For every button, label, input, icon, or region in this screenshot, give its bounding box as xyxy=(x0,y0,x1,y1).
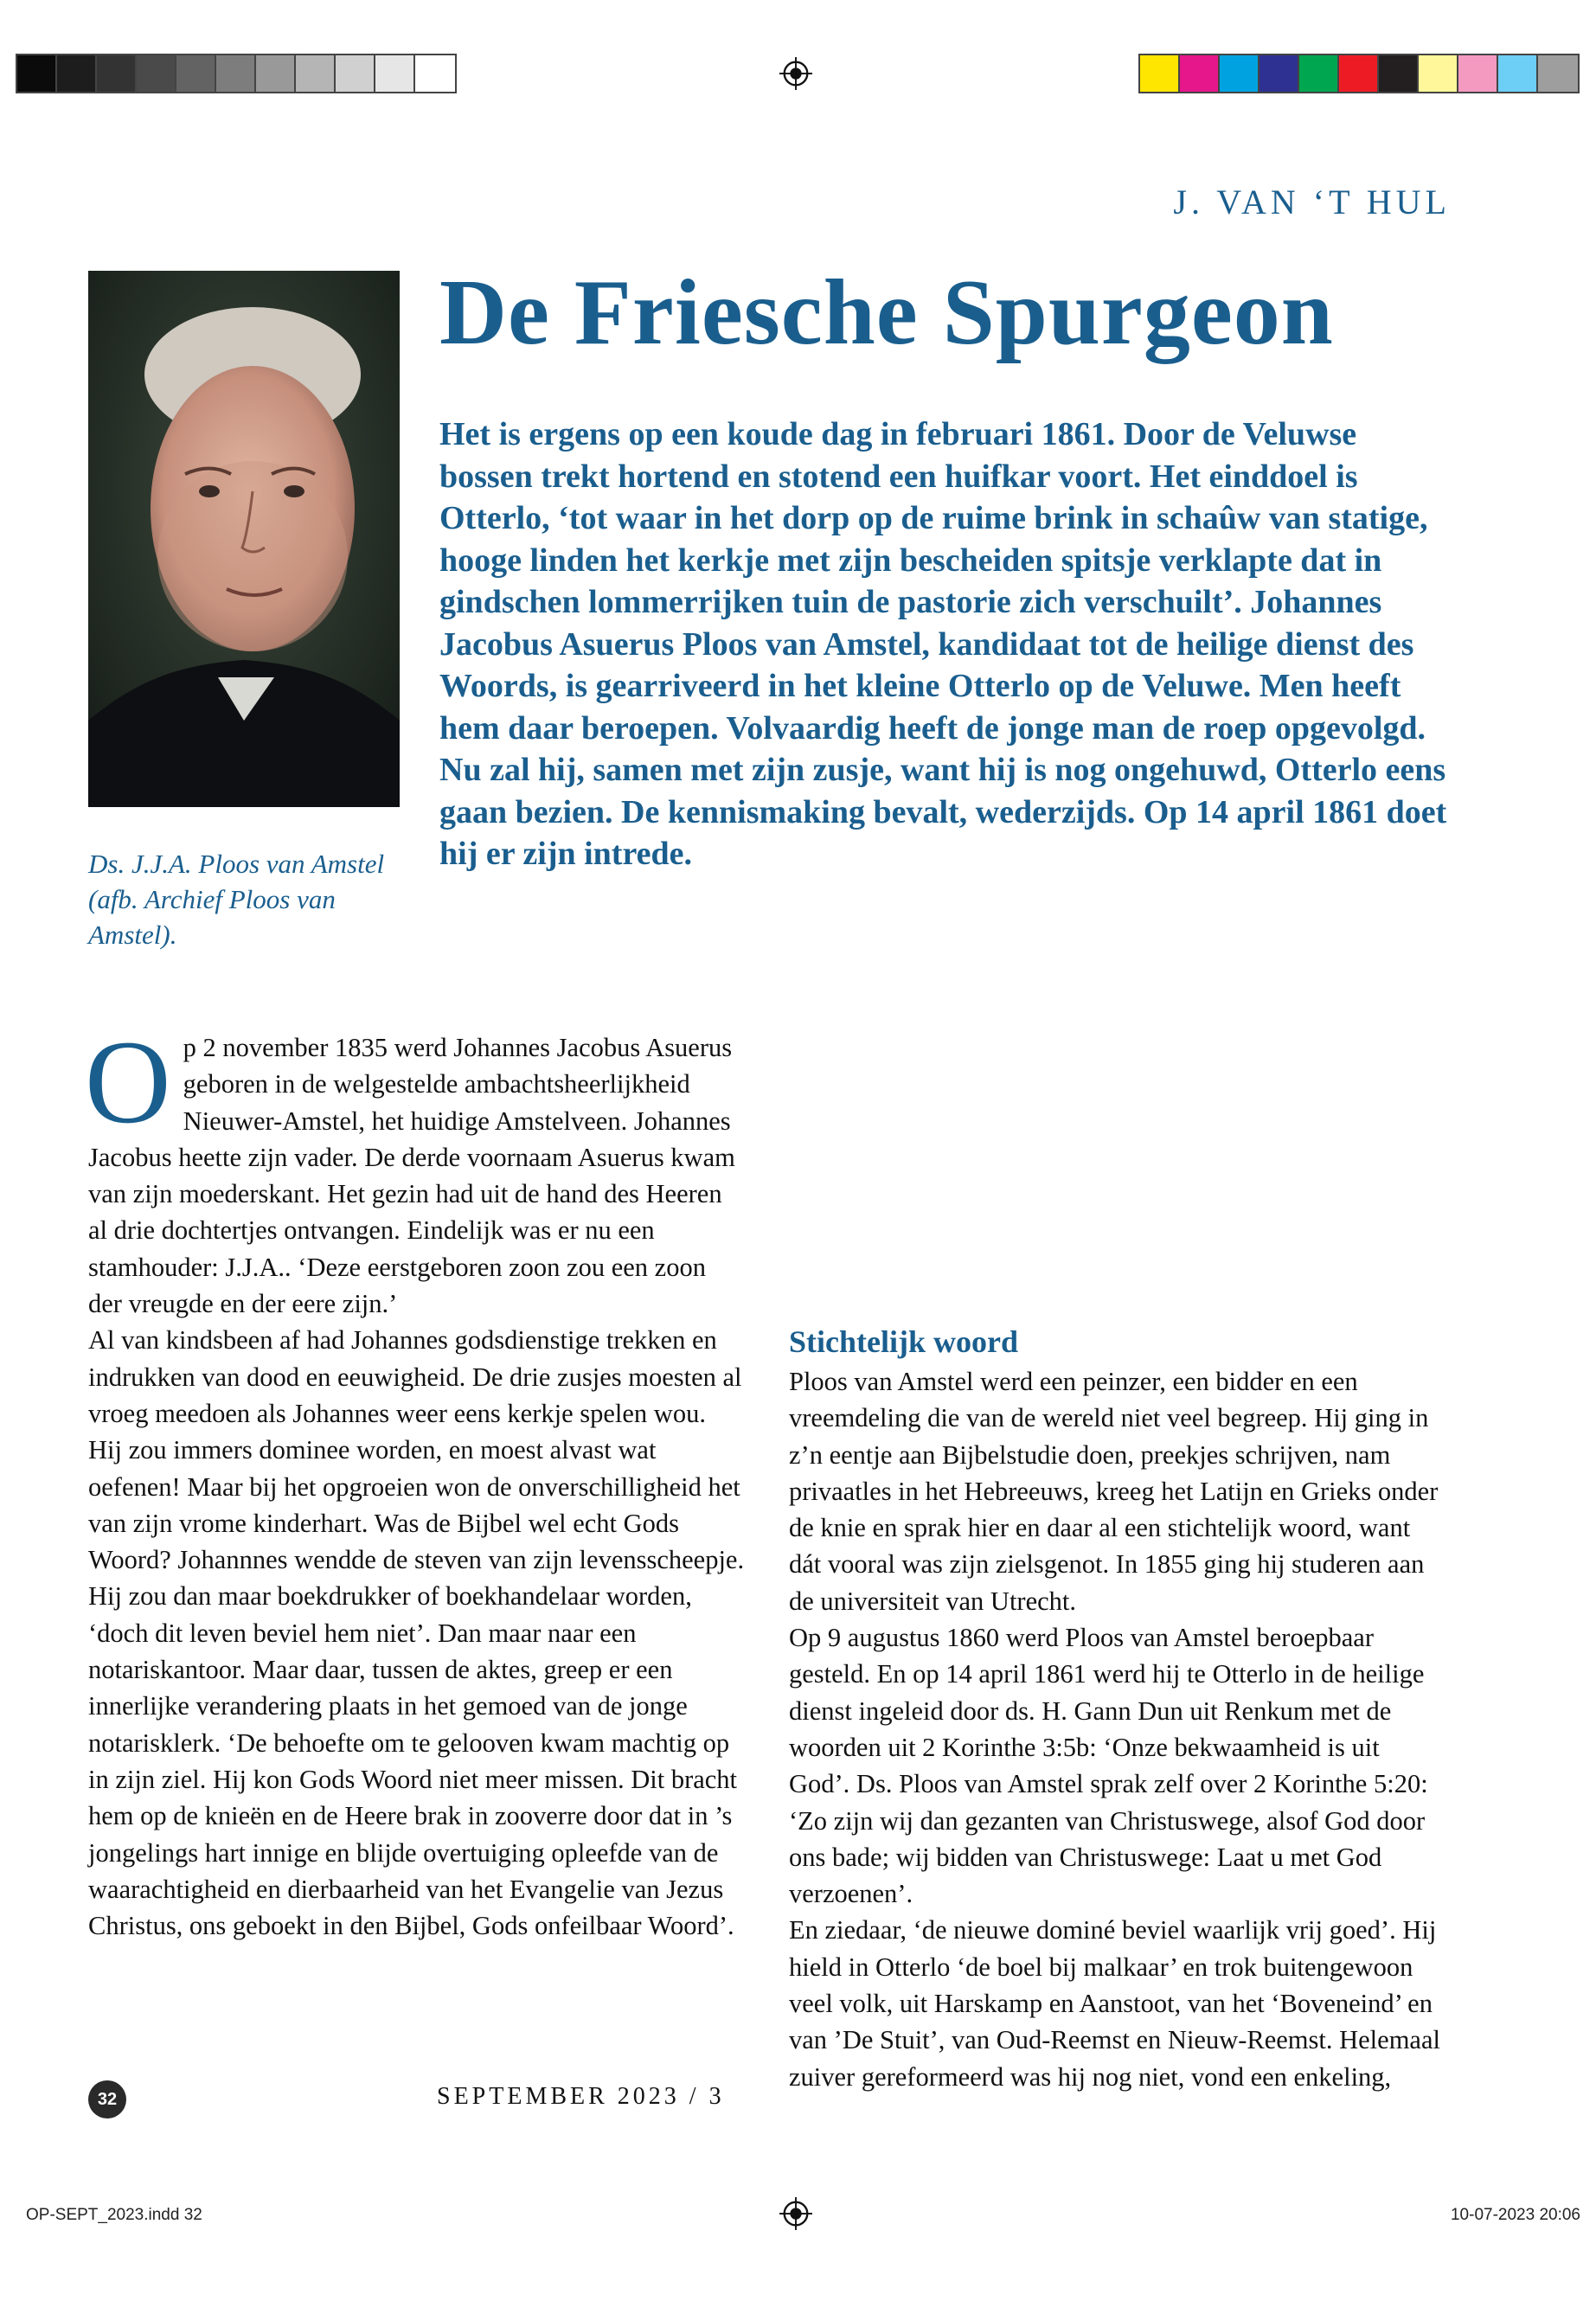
gray-swatch xyxy=(137,55,176,92)
color-swatch xyxy=(1180,55,1220,92)
article-column-right xyxy=(789,1320,1446,2095)
slug-timestamp: 10-07-2023 20:06 xyxy=(1450,2206,1580,2224)
article-title: De Friesche Spurgeon xyxy=(439,261,1334,364)
color-swatch xyxy=(1538,55,1578,92)
drop-cap: O xyxy=(85,1016,171,1148)
article-paragraph: Ploos van Amstel werd een peinzer, een bidder en een vreemdeling die van de wereld niet veel begreep. Hij ging in z’n eentje aan Bijbelstudie doen, preekjes schrijven, nam privaatles in het Hebreeuws, kreeg het Latijn en Grieks onder de knie en sprak hier en daar al een stichtelijk woord, want dát vooral was zijn zielsgenot. In 1855 ging hij studeren aan de universiteit van Utrecht. xyxy=(789,1367,1439,1616)
gray-swatch xyxy=(97,55,137,92)
portrait-image xyxy=(88,271,400,807)
lead-paragraph: Het is ergens op een koude dag in februari 1861. Door de Veluwse bossen trekt hortend en stotend een huifkar voort. Het einddoel is Otterlo, ‘tot waar in het dorp op de ruime brink in schaûw van statige, hooge linden het kerkje met zijn bescheiden spitsje verklapte dat in gindschen lommerrijken tuin de pastorie zich verschuilt’. Johannes Jacobus Asuerus Ploos van Amstel, kandidaat tot de heilige dienst des Woords, is gearriveerd in het kleine Otterlo op de Veluwe. Men heeft hem daar beroepen. Volvaardig heeft de jonge man de roep opgevolgd. Nu zal hij, samen met zijn zusje, want hij is nog ongehuwd, Otterlo eens gaan bezien. De kennismaking bevalt, wederzijds. Op 14 april 1861 doet hij er zijn intrede. xyxy=(439,416,1447,872)
page-number-badge: 32 xyxy=(88,2080,126,2118)
section-heading: Stichtelijk woord xyxy=(789,1324,1018,1359)
article-paragraph: Al van kindsbeen af had Johannes godsdienstige trekken en indrukken van dood en eeuwigheid. De drie zusjes moesten al vroeg meedoen als Johannes weer eens kerkje spelen wou. Hij zou immers dominee worden, en moest alvast wat oefenen! Maar bij het opgroeien won de onverschilligheid het van zijn vrome kinderhart. Was de Bijbel wel echt Gods Woord? Johannnes wendde de steven van zijn levensscheepje. Hij zou dan maar boekdrukker of boekhandelaar worden, ‘doch dit leven beviel hem niet’. Dan maar naar een notariskantoor. Maar daar, tussen de aktes, greep er een innerlijke verandering plaats in het gemoed van de jonge notarisklerk. ‘De behoefte om te gelooven kwam machtig op in zijn ziel. Hij kon Gods Woord niet meer missen. Dit bracht hem op de knieën en de Heere brak in zooverre door dat in ’s jongelings hart innige en blijde overtuiging opleefde van de waarachtigheid en dierbaarheid van het Evangelie van Jezus Christus, ons geboekt in den Bijbel, Gods onfeilbaar Woord’. xyxy=(88,1325,745,1941)
color-swatch xyxy=(1379,55,1419,92)
article-paragraph: En ziedaar, ‘de nieuwe dominé beviel waarlijk vrij goed’. Hij hield in Otterlo ‘de boel bij malkaar’ en trok buitengewoon veel volk, uit Harskamp en Aanstoot, van het ‘Boveneind’ en van ’De Stuit’, van Oud-Reemst en Nieuw-Reemst. Helemaal zuiver gereformeerd was hij nog niet, vond een enkeling, xyxy=(789,1915,1440,2092)
color-swatch xyxy=(1458,55,1498,92)
gray-swatch xyxy=(415,55,455,92)
gray-swatch xyxy=(296,55,336,92)
photo-caption: Ds. J.J.A. Ploos van Amstel (afb. Archief Ploos van Amstel). xyxy=(88,849,385,950)
color-swatch xyxy=(1220,55,1259,92)
color-swatch xyxy=(1299,55,1339,92)
grayscale-color-bar xyxy=(16,54,457,93)
color-swatch xyxy=(1339,55,1379,92)
gray-swatch xyxy=(256,55,296,92)
gray-swatch xyxy=(375,55,415,92)
registration-mark-icon xyxy=(779,2197,812,2230)
author-byline: J. VAN ‘T HUL xyxy=(1173,183,1451,221)
gray-swatch xyxy=(336,55,375,92)
article-paragraph: p 2 november 1835 werd Johannes Jacobus Asuerus geboren in de welgestelde ambachtsheerlijkheid Nieuwer-Amstel, het huidige Amstelveen. Johannes Jacobus heette zijn vader. De derde voornaam Asuerus kwam van zijn moederskant. Het gezin had uit de hand des Heeren al drie dochtertjes ontvangen. Eindelijk was er nu een stamhouder: J.J.A.. ‘Deze eerstgeboren zoon zou een zoon der vreugde en der eere zijn.’ xyxy=(88,1033,735,1319)
article-paragraph: Op 9 augustus 1860 werd Ploos van Amstel beroepbaar gesteld. En op 14 april 1861 werd hij te Otterlo in de heilige dienst ingeleid door ds. H. Gann Dun uit Renkum met de woorden uit 2 Korinthe 3:5b: ‘Onze bekwaamheid is uit God’. Ds. Ploos van Amstel sprak zelf over 2 Korinthe 5:20: ‘Zo zijn wij dan gezanten van Christuswege, alsof God door ons bade; wij bidden van Christuswege: Laat u met God verzoenen’. xyxy=(789,1623,1428,1909)
color-swatch xyxy=(1140,55,1180,92)
gray-swatch xyxy=(57,55,97,92)
gray-swatch xyxy=(17,55,57,92)
slug-file-label: OP-SEPT_2023.indd 32 xyxy=(26,2206,202,2224)
color-swatch xyxy=(1498,55,1538,92)
gray-swatch xyxy=(176,55,216,92)
gray-swatch xyxy=(216,55,256,92)
color-swatch xyxy=(1259,55,1299,92)
process-color-bar xyxy=(1138,54,1580,93)
registration-mark-icon xyxy=(779,57,812,90)
color-swatch xyxy=(1419,55,1458,92)
issue-label: SEPTEMBER 2023 / 3 xyxy=(437,2083,725,2110)
article-column-left xyxy=(85,1016,746,1944)
